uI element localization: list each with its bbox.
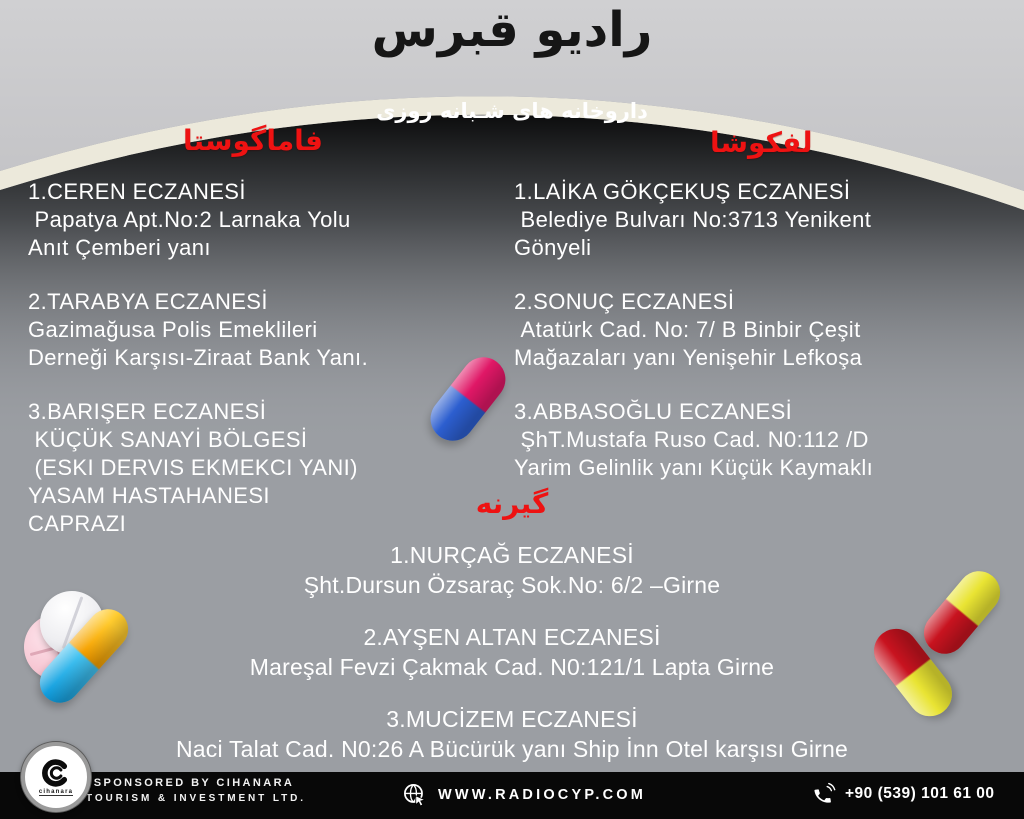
address-line: Atatürk Cad. No: 7/ B Binbir Çeşit bbox=[514, 317, 861, 342]
pharmacy-name: 3.MUCİZEM ECZANESİ bbox=[386, 706, 638, 732]
address-line: ŞhT.Mustafa Ruso Cad. N0:112 /D bbox=[514, 427, 869, 452]
address-line: CAPRAZI bbox=[28, 511, 127, 536]
pharmacy-name: 1.CEREN ECZANESİ bbox=[28, 179, 246, 204]
address-line: (ESKI DERVIS EKMEKCI YANI) bbox=[28, 455, 358, 480]
website-link[interactable] bbox=[402, 782, 646, 807]
pharmacy-address bbox=[0, 652, 1024, 682]
pharmacy-entry bbox=[514, 178, 1019, 262]
website-url[interactable]: WWW.RADIOCYP.COM bbox=[438, 786, 647, 803]
address-line: Papatya Apt.No:2 Larnaka Yolu bbox=[28, 207, 351, 232]
city-label-famagusta: فاماگوستا bbox=[183, 124, 324, 157]
pharmacy-name: 2.AYŞEN ALTAN ECZANESİ bbox=[363, 624, 661, 650]
pharmacy-name: 1.NURÇAĞ ECZANESİ bbox=[390, 542, 634, 568]
pharmacy-address bbox=[28, 316, 506, 372]
pharmacy-name: 2.SONUÇ ECZANESİ bbox=[514, 289, 735, 314]
address-line: Naci Talat Cad. N0:26 A Bücürük yanı Ship İnn Otel karşısı Girne bbox=[175, 736, 849, 762]
pharmacy-name: 2.TARABYA ECZANESİ bbox=[28, 289, 268, 314]
address-line: Derneği Karşısı-Ziraat Bank Yanı. bbox=[28, 345, 369, 370]
phone-contact[interactable] bbox=[812, 782, 995, 806]
pharmacy-address bbox=[0, 570, 1024, 600]
address-line: Şht.Dursun Özsaraç Sok.No: 6/2 –Girne bbox=[303, 572, 721, 598]
page-title: راديو قبرس bbox=[371, 2, 653, 58]
address-line: YASAM HASTAHANESI bbox=[28, 483, 270, 508]
address-line: Yarim Gelinlik yanı Küçük Kaymaklı bbox=[514, 455, 874, 480]
pharmacy-entry bbox=[0, 704, 1024, 764]
cihanara-logo bbox=[21, 742, 91, 812]
pharmacy-entry bbox=[28, 178, 506, 262]
address-line: KÜÇÜK SANAYİ BÖLGESİ bbox=[28, 427, 308, 452]
city-label-lefkosa: لفکوشا bbox=[710, 126, 813, 159]
pharmacy-address bbox=[514, 426, 1019, 482]
cihanara-c-icon bbox=[40, 758, 72, 788]
page-subtitle: داروخانه های شـبانه روزی bbox=[376, 99, 648, 123]
globe-cursor-icon bbox=[402, 782, 427, 807]
pharmacy-entry bbox=[28, 288, 506, 372]
address-line: Mağazaları yanı Yenişehir Lefkoşa bbox=[514, 345, 863, 370]
pharmacy-entry bbox=[0, 622, 1024, 682]
pharmacy-address bbox=[0, 734, 1024, 764]
pharmacy-address bbox=[514, 206, 1019, 262]
pharmacy-name: 1.LAİKA GÖKÇEKUŞ ECZANESİ bbox=[514, 179, 851, 204]
logo-wordmark: cihanara bbox=[38, 789, 74, 795]
city-label-girne: گیرنه bbox=[475, 487, 549, 520]
girne-pharmacy-list bbox=[0, 487, 1024, 786]
sponsor-line-2: TOURISM & INVESTMENT LTD. bbox=[86, 793, 306, 804]
phone-number[interactable]: +90 (539) 101 61 00 bbox=[845, 785, 995, 802]
pharmacy-name: 3.BARIŞER ECZANESİ bbox=[28, 399, 267, 424]
pharmacy-entry bbox=[0, 540, 1024, 600]
pharmacy-entry bbox=[514, 398, 1019, 482]
pharmacy-address bbox=[514, 316, 1019, 372]
address-line: Belediye Bulvarı No:3713 Yenikent bbox=[514, 207, 872, 232]
address-line: Gönyeli bbox=[514, 235, 592, 260]
lefkosa-pharmacy-list bbox=[514, 178, 1019, 508]
phone-handset-icon bbox=[812, 782, 836, 806]
sponsor-text bbox=[86, 777, 306, 804]
pharmacy-name: 3.ABBASOĞLU ECZANESİ bbox=[514, 399, 793, 424]
pharmacy-address bbox=[28, 206, 506, 262]
pharmacy-entry bbox=[514, 288, 1019, 372]
sponsor-line-1: SPONSORED BY CIHANARA bbox=[93, 777, 295, 789]
address-line: Mareşal Fevzi Çakmak Cad. N0:121/1 Lapta Girne bbox=[249, 654, 775, 680]
address-line: Gazimağusa Polis Emeklileri bbox=[28, 317, 318, 342]
address-line: Anıt Çemberi yanı bbox=[28, 235, 211, 260]
